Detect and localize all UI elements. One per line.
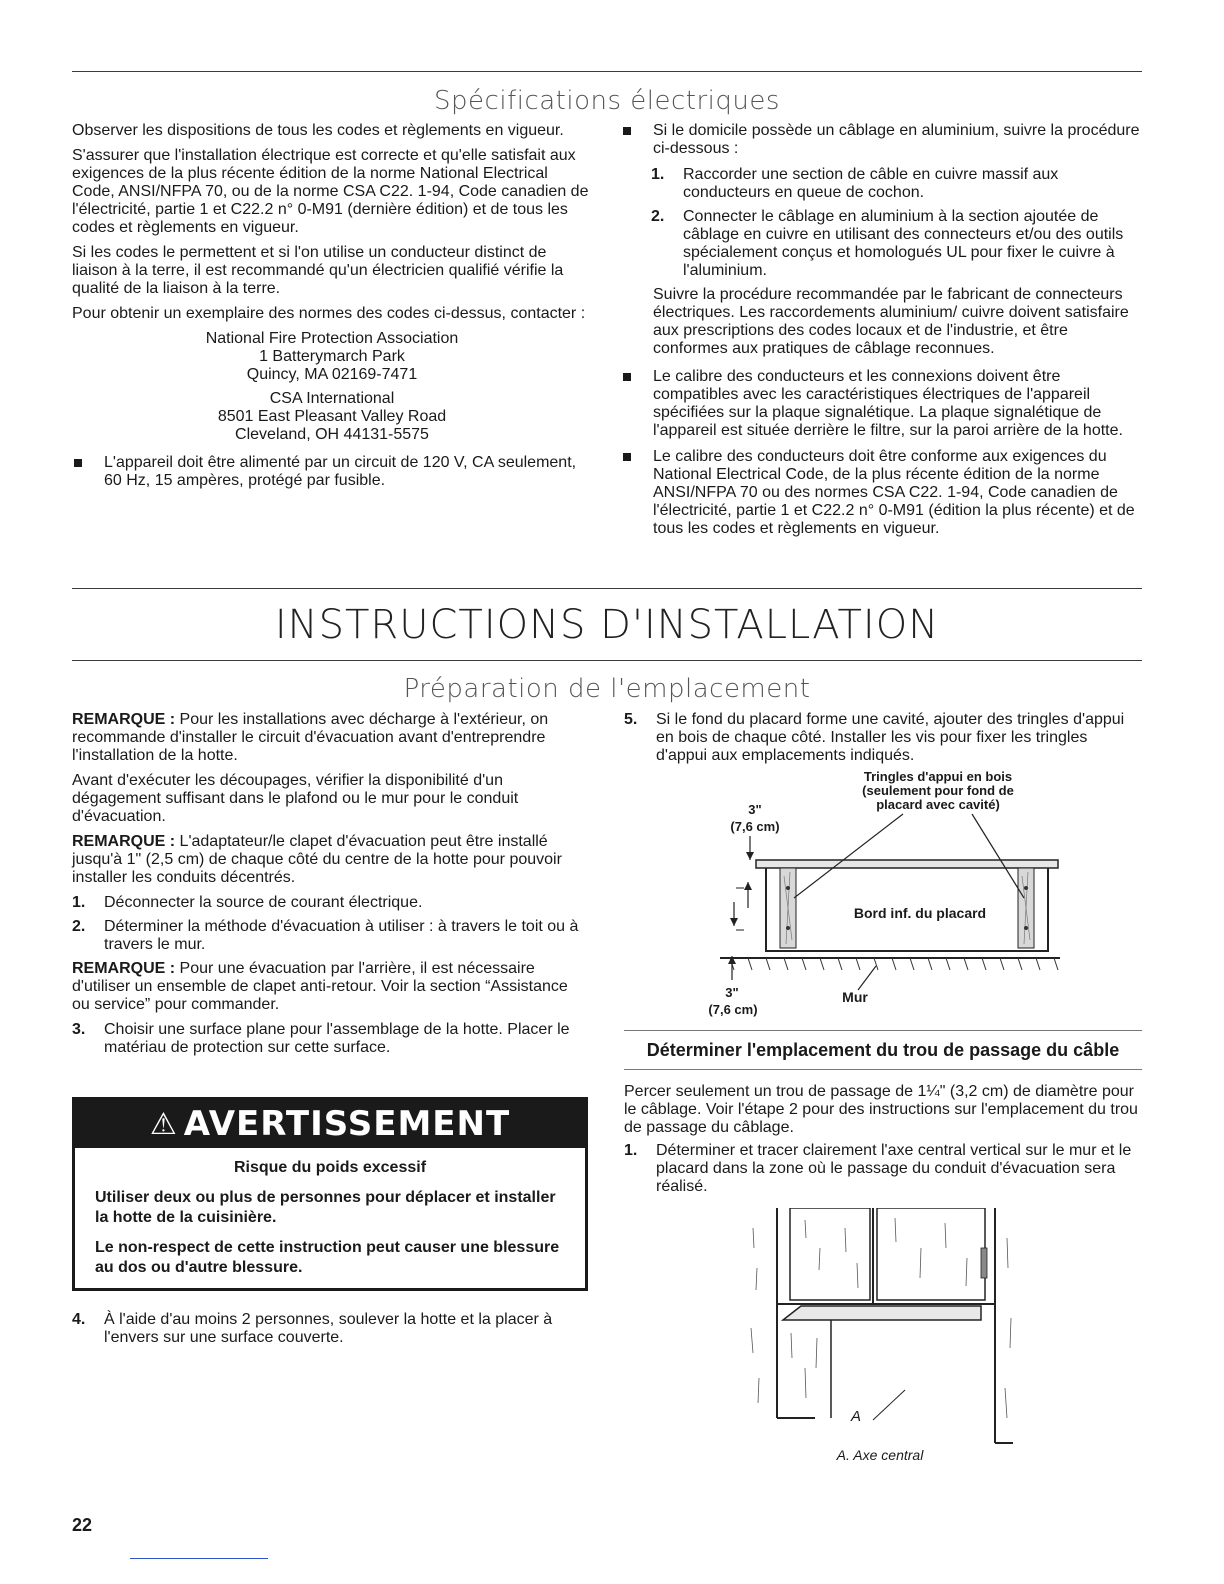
paragraph: Observer les dispositions de tous les codes et règlements en vigueur. (72, 122, 564, 139)
figure-caption: A. Axe central (836, 1447, 924, 1463)
subsection-heading: Déterminer l'emplacement du trou de passage du câble (624, 1030, 1142, 1070)
paragraph: Pour obtenir un exemplaire des normes des codes ci-dessus, contacter : (72, 305, 586, 322)
section-title-preparation: Préparation de l'emplacement (403, 674, 811, 704)
warning-box (72, 1097, 588, 1291)
address-line: 8501 East Pleasant Valley Road (217, 408, 447, 425)
note-label: REMARQUE : (72, 960, 176, 977)
paragraph: Suivre la procédure recommandée par le fabricant de connecteurs électriques. Les raccordements aluminium/ cuivre doivent satisfaire aux prescriptions des codes locaux et de l'industrie, et être conformes aux pratiques de câblage reconnues. (653, 286, 1129, 357)
paragraph: S'assurer que l'installation électrique est correcte et qu'elle satisfait aux exigences de la plus récente édition de la norme National Electrical Code, ANSI/NFPA 70, ou de la norme CSA C22. 1-94, Code canadien de l'électricité, partie 1 et C22.2 n° 0-M91 (dernière édition) et de tous les codes et règlements en vigueur. (72, 147, 589, 236)
diagram-label-cabinet-edge: Bord inf. du placard (853, 905, 987, 921)
step-number: 1. (651, 166, 665, 183)
warning-heading: AVERTISSEMENT (183, 1104, 511, 1144)
note (72, 711, 588, 765)
electrical-right-column (621, 122, 1142, 546)
cable-hole-section (624, 1083, 1142, 1202)
numbered-step (72, 1021, 588, 1057)
step-number: 4. (72, 1311, 86, 1328)
paragraph: Avant d'exécuter les découpages, vérifier la disponibilité d'un dégagement suffisant dans le plafond ou le mur pour le conduit d'évacuation. (72, 772, 519, 825)
address-line: Quincy, MA 02169-7471 (246, 366, 418, 383)
step-number: 5. (624, 711, 638, 728)
bullet-item: L'appareil doit être alimenté par un circuit de 120 V, CA seulement, 60 Hz, 15 ampères, protégé par fusible. (72, 454, 592, 490)
step-text: Raccorder une section de câble en cuivre massif aux conducteurs en queue de cochon. (683, 166, 1059, 201)
install-left-step4 (72, 1311, 588, 1353)
step-text: Si le fond du placard forme une cavité, ajouter des tringles d'appui en bois de chaque côté. Installer les vis pour fixer les tringles d'appui aux emplacements indiqués. (656, 711, 1125, 764)
footer-rule (130, 1558, 268, 1559)
csa-address (72, 390, 592, 444)
rule (72, 660, 1142, 661)
note-text: Pour les installations avec décharge à l'extérieur, on recommande d'installer le circuit d'évacuation avant d'entreprendre l'installation de la hotte. (72, 711, 549, 764)
address-line: 1 Batterymarch Park (259, 348, 405, 365)
note-label: REMARQUE : (72, 711, 176, 728)
step-number: 3. (72, 1021, 86, 1038)
step-text: Déconnecter la source de courant électrique. (104, 894, 423, 911)
diagram-label-rails: Tringles d'appui en bois (seulement pour fond de placard avec cavité) (862, 769, 1014, 812)
address-line: CSA International (269, 390, 395, 407)
step-text: Connecter le câblage en aluminium à la section ajoutée de câblage en cuivre en utilisant des connecteurs et/ou des outils spécialement conçus et homologués UL pour fixer le cuivre à l'aluminium. (683, 208, 1124, 279)
bullet-item: Si le domicile possède un câblage en aluminium, suivre la procédure ci-dessous : (621, 122, 1142, 158)
warning-body (75, 1148, 585, 1278)
page-title: INSTRUCTIONS D'INSTALLATION (274, 602, 940, 648)
warning-header (75, 1100, 585, 1148)
step-text: Déterminer et tracer clairement l'axe central vertical sur le mur et le placard dans la zone où le passage du conduit d'évacuation sera réalisé. (656, 1142, 1132, 1195)
note (72, 833, 588, 887)
numbered-step (624, 711, 1142, 765)
numbered-step (72, 1311, 588, 1347)
electrical-left-column (72, 122, 592, 498)
paragraph: Si les codes le permettent et si l'on utilise un conducteur distinct de liaison à la terre, il est recommandé qu'un électricien qualifié vérifie la qualité de la liaison à la terre. (72, 244, 564, 297)
paragraph: Percer seulement un trou de passage de 1¼" (3,2 cm) de diamètre pour le câblage. Voir l'étape 2 pour des instructions sur l'emplacement du trou de passage du câblage. (624, 1083, 1138, 1136)
warning-subtitle: Risque du poids excessif (233, 1159, 427, 1176)
warning-triangle-icon: ⚠ (149, 1106, 178, 1142)
center-axis-diagram (745, 1208, 1020, 1448)
numbered-step (651, 208, 1142, 280)
bullet-item: Le calibre des conducteurs doit être conforme aux exigences du National Electrical Code, de la plus récente édition de la norme ANSI/NFPA 70 ou des normes CSA C22. 1-94, Code canadien de l'électricité, partie 1 et C22.2 n° 0-M91 (édition la plus récente) et de tous les codes et règlements en vigueur. (621, 448, 1142, 538)
numbered-step (72, 894, 588, 912)
warning-line: Utiliser deux ou plus de personnes pour déplacer et installer la hotte de la cuisinière. (95, 1189, 556, 1226)
install-left-column (72, 711, 588, 1063)
diagram-dim-top-in: 3" (748, 802, 762, 817)
diagram-dim-top-cm: (7,6 cm) (730, 819, 780, 834)
address-line: National Fire Protection Association (205, 330, 459, 347)
note-text: Pour une évacuation par l'arrière, il est nécessaire d'utiliser un ensemble de clapet anti-retour. Voir la section “Assistance ou service” pour commander. (72, 960, 568, 1013)
diagram-dim-bot-in: 3" (725, 985, 739, 1000)
diagram-label-a: A (851, 1408, 862, 1425)
bullet-item: Le calibre des conducteurs et les connexions doivent être compatibles avec les caractéristiques électriques de l'appareil spécifiées sur la plaque signalétique. La plaque signalétique de l'appareil est située derrière le filtre, sur la paroi arrière de la hotte. (621, 368, 1142, 440)
numbered-step (72, 918, 588, 954)
address-line: Cleveland, OH 44131-5575 (235, 426, 429, 443)
section-title-electrical: Spécifications électriques (434, 86, 780, 116)
note-text: L'adaptateur/le clapet d'évacuation peut être installé jusqu'à 1" (2,5 cm) de chaque côté du centre de la hotte pour pouvoir installer les conduits décentrés. (72, 833, 562, 886)
install-right-column (624, 711, 1142, 771)
step-number: 2. (651, 208, 665, 225)
nfpa-address (72, 330, 592, 384)
step-text: Déterminer la méthode d'évacuation à utiliser : à travers le toit ou à travers le mur. (104, 918, 579, 953)
diagram-dim-bot-cm: (7,6 cm) (708, 1002, 758, 1017)
note (72, 960, 588, 1014)
note-label: REMARQUE : (72, 833, 176, 850)
diagram-label-wall: Mur (842, 989, 868, 1005)
step-text: À l'aide d'au moins 2 personnes, soulever la hotte et la placer à l'envers sur une surface couverte. (104, 1311, 553, 1346)
step-number: 1. (72, 894, 86, 911)
step-text: Choisir une surface plane pour l'assemblage de la hotte. Placer le matériau de protection sur cette surface. (104, 1021, 570, 1056)
rule (72, 588, 1142, 589)
step-number: 1. (624, 1142, 638, 1159)
numbered-step (651, 166, 1142, 202)
step-number: 2. (72, 918, 86, 935)
numbered-step (624, 1142, 1142, 1196)
top-rule (72, 71, 1142, 72)
page-number: 22 (72, 1515, 93, 1535)
warning-line: Le non-respect de cette instruction peut causer une blessure au dos ou d'autre blessure. (95, 1239, 560, 1276)
